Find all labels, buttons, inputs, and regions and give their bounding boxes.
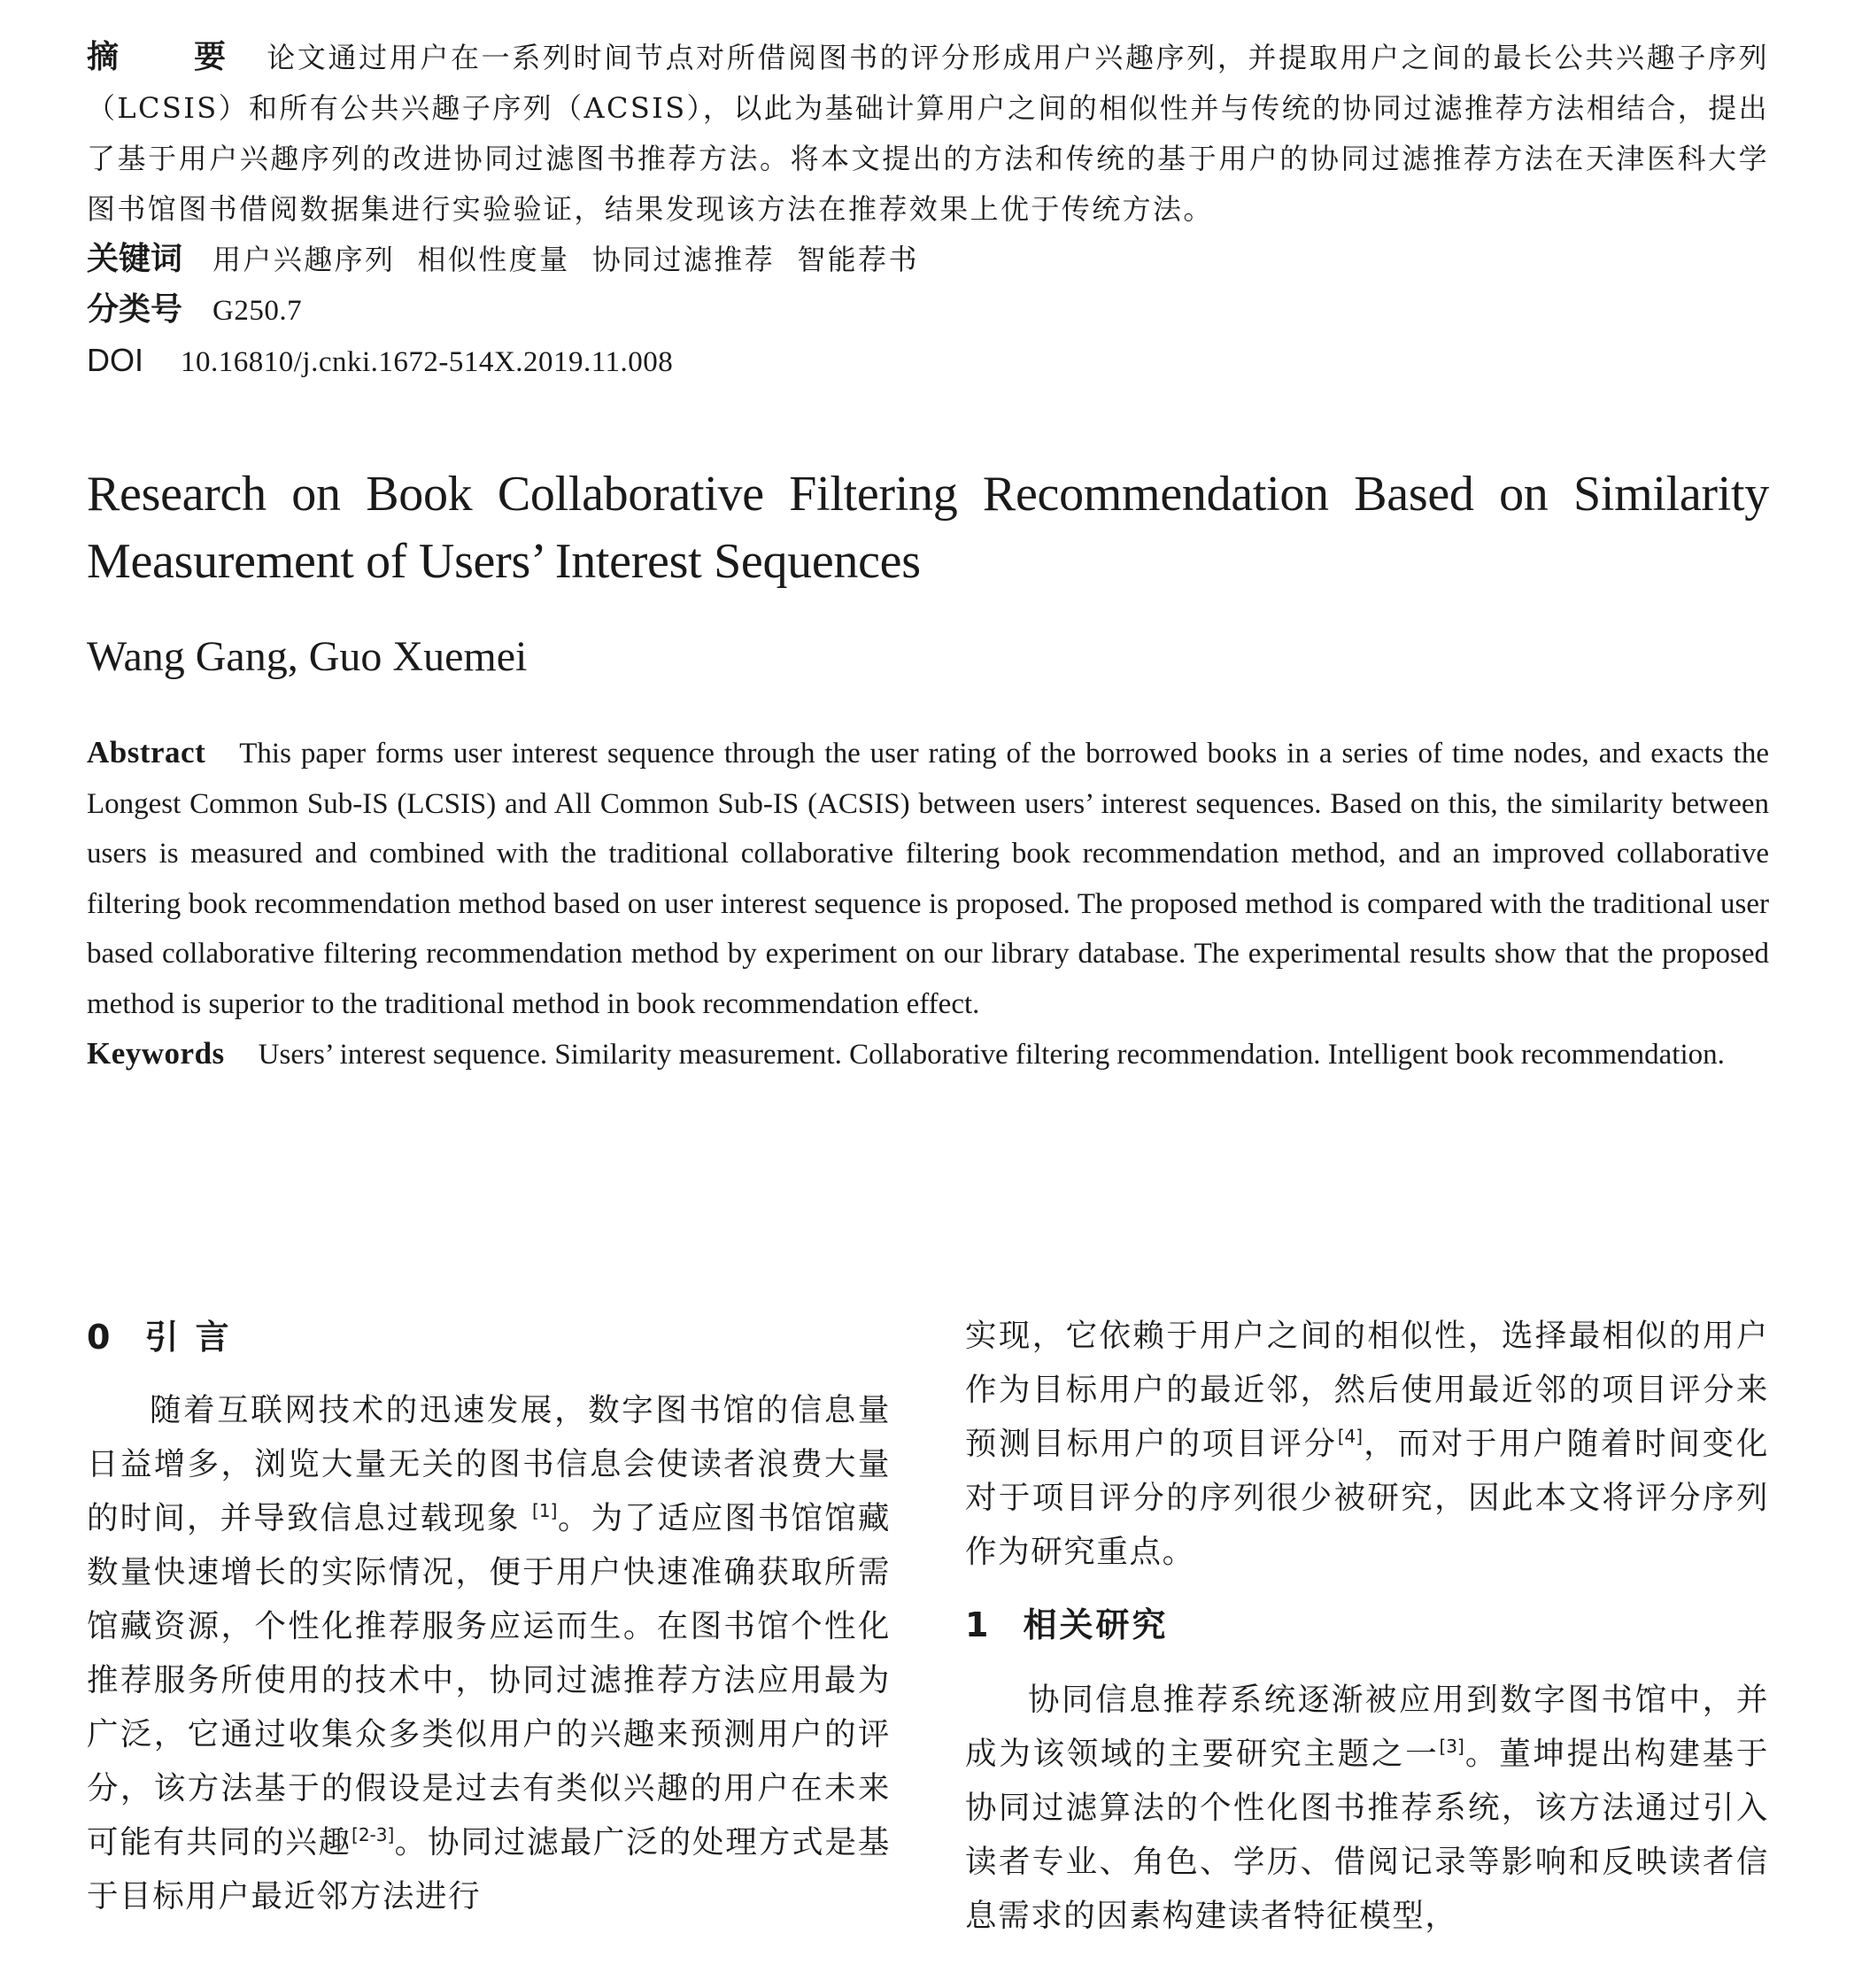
paragraph-intro-continued — [965, 1309, 1769, 1579]
section-0-heading — [87, 1311, 891, 1364]
cn-class-label: 分类号 — [87, 291, 183, 328]
en-abstract-label: Abstract — [87, 735, 206, 770]
citation-ref: [1] — [532, 1500, 558, 1522]
section-0-title: 引 言 — [144, 1318, 232, 1357]
paragraph-intro-part2: 。为了适应图书馆馆藏数量快速增长的实际情况，便于用户快速准确获取所需馆藏资源，个性化推荐服务应运而生。在图书馆个性化推荐服务所使用的技术中，协同过滤推荐方法应用最为广泛，它通过收集众多类似用户的兴趣来预测用户的评分，该方法基于的假设是过去有类似兴趣的用户在未来可能有共同的兴趣 — [87, 1500, 891, 1860]
en-abstract-text: This paper forms user interest sequence through the user rating of the borrowed books in a series of time nodes, and exacts the Longest Common Sub-IS (LCSIS) and All Common Sub-IS (ACSIS) between users’ interest sequences. Based on this, the similarity between users is measured and combined with the traditional collaborative filtering book recommendation method, and an improved collaborative filtering book recommendation method based on user interest sequence is proposed. The proposed method is compared with the traditional user based collaborative filtering recommendation method by experiment on our library database. The experimental results show that the proposed method is superior to the traditional method in book recommendation effect. — [87, 738, 1769, 1020]
doi-line — [87, 335, 1769, 388]
en-authors: Wang Gang, Guo Xuemei — [87, 633, 528, 680]
paragraph-related-part1: 协同信息推荐系统逐渐被应用到数字图书馆中，并成为该领域的主要研究主题之一 — [965, 1682, 1769, 1772]
section-1-number: 1 — [965, 1605, 992, 1644]
section-1-heading — [965, 1598, 1769, 1652]
cn-class-value: G250.7 — [212, 295, 303, 327]
citation-ref: [3] — [1439, 1736, 1464, 1758]
en-abstract — [87, 728, 1769, 1080]
cn-keywords-text: 用户兴趣序列 相似性度量 协同过滤推荐 智能荐书 — [212, 243, 919, 276]
paragraph-related-part2: 。董坤提出构建基于协同过滤算法的个性化图书推荐系统，该方法通过引入读者专业、角色、学历、借阅记录等影响和反映读者信息需求的因素构建读者特征模型， — [965, 1736, 1769, 1934]
cn-keywords-line — [87, 234, 1769, 285]
en-title: Research on Book Collaborative Filtering Recommendation Based on Similarity Measurement of Users’ Interest Sequences — [87, 467, 1769, 589]
cn-class-line — [87, 284, 1769, 336]
body-right-column — [965, 1309, 1769, 1943]
cn-abstract-text: 论文通过用户在一系列时间节点对所借阅图书的评分形成用户兴趣序列，并提取用户之间的最长公共兴趣子序列（LCSIS）和所有公共兴趣子序列（ACSIS），以此为基础计算用户之间的相似性并与传统的协同过滤推荐方法相结合，提出了基于用户兴趣序列的改进协同过滤图书推荐方法。将本文提出的方法和传统的基于用户的协同过滤推荐方法在天津医科大学图书馆图书借阅数据集进行实验验证，结果发现该方法在推荐效果上优于传统方法。 — [87, 41, 1769, 226]
citation-ref: [2-3] — [352, 1824, 395, 1846]
paragraph-intro-part3: 。协同过滤最广泛的处理方式是基于目标用户最近邻方法进行 — [87, 1824, 891, 1915]
body-left-column — [87, 1311, 891, 1923]
citation-ref: [4] — [1337, 1426, 1364, 1448]
cn-abstract — [87, 32, 1769, 235]
section-0-number: 0 — [87, 1318, 113, 1357]
paragraph-cont-part2: ，而对于用户随着时间变化对于项目评分的序列很少被研究，因此本文将评分序列作为研究重点。 — [965, 1426, 1769, 1570]
doi-label: DOI — [87, 342, 144, 378]
en-keywords-text: Users’ interest sequence. Similarity measurement. Collaborative filtering recommendation. Intelligent book recommendation. — [258, 1039, 1725, 1071]
paragraph-cont-part1: 实现，它依赖于用户之间的相似性，选择最相似的用户作为目标用户的最近邻，然后使用最近邻的项目评分来预测目标用户的项目评分 — [965, 1318, 1769, 1462]
doi-value: 10.16810/j.cnki.1672-514X.2019.11.008 — [181, 346, 674, 378]
cn-abstract-label: 摘 要 — [87, 39, 259, 75]
paragraph-intro — [87, 1383, 891, 1923]
paragraph-related-work — [965, 1673, 1769, 1943]
cn-keywords-label: 关键词 — [87, 241, 183, 277]
paragraph-intro-part1: 随着互联网技术的迅速发展，数字图书馆的信息量日益增多，浏览大量无关的图书信息会使读者浪费大量的时间，并导致信息过载现象 — [87, 1392, 891, 1536]
section-1-title: 相关研究 — [1023, 1605, 1169, 1644]
en-keywords-label: Keywords — [87, 1036, 225, 1071]
